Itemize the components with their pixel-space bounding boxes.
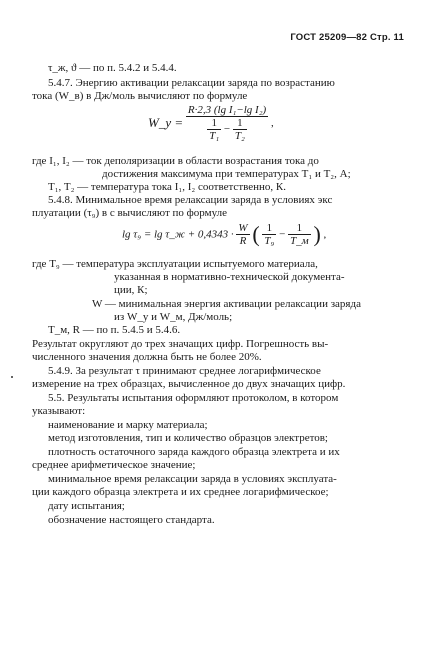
list-item: дату испытания; — [48, 500, 125, 512]
formula-relaxation-time: lg τ₉ = lg τ_ж + 0,4343 · $\frac{W}{R}$ ( $\frac{1}{\text{T₉}}$ − $\frac{1}{T\_м}$ ) , — [122, 221, 327, 247]
formula-main-fraction — [186, 104, 268, 142]
list-item: минимальное время релаксации заряда в условиях эксплуата- — [48, 473, 337, 485]
formula-activation-energy — [148, 104, 274, 142]
paragraph-5-4-9: 5.4.9. За результат τ принимают среднее логарифмическое — [48, 365, 321, 377]
formula-lhs: W_y = — [148, 115, 184, 130]
paragraph-5-4-7: 5.4.7. Энергию активации релаксации заряда по возрастанию — [48, 77, 335, 89]
text-line: T₁, T₂ — температура тока I₁, I₂ соответственно, К. — [48, 181, 286, 193]
text-line: Результат округляют до трех значащих цифр. Погрешность вы- — [32, 338, 329, 350]
fraction-denominator: T₁ — [209, 130, 220, 142]
fraction-numerator: 1 — [211, 117, 217, 129]
fraction-denominator: T₉ — [264, 235, 275, 247]
text-line: где T₉ — температура эксплуатации испытуемого материала, — [32, 258, 318, 270]
text-line: T_м, R — по п. 5.4.5 и 5.4.6. — [48, 324, 181, 336]
formula-fraction — [236, 222, 249, 247]
page-header: ГОСТ 25209—82 Стр. 11 — [290, 32, 404, 43]
formula-lhs: lg τ₉ = lg τ_ж + 0,4343 · — [122, 228, 234, 241]
text-line: указанная в нормативно-технической документа- — [114, 271, 345, 283]
text-line: измерение на трех образцах, вычисленное до двух значащих цифр. — [32, 378, 346, 390]
minus-sign: − — [279, 228, 286, 241]
formula-denominator — [186, 116, 268, 142]
fraction-denominator: R — [236, 234, 249, 247]
text-line: где I₁, I₂ — ток деполяризации в области возрастания тока до — [32, 155, 319, 167]
text-line: достижения максимума при температурах T₁ и T₂, А; — [102, 168, 351, 180]
fraction-numerator: 1 — [266, 222, 273, 234]
fraction-denominator: T₂ — [234, 130, 245, 142]
text-line: ции, К; — [114, 284, 148, 296]
text-line: указывают: — [32, 405, 86, 417]
text-line: ции каждого образца электрета и их среднее логарифмическое; — [32, 486, 329, 498]
text-line: из W_y и W_м, Дж/моль; — [114, 311, 233, 323]
formula-numerator: R·2,3 (lg I₁−lg I₂) — [187, 104, 267, 116]
scan-speck — [11, 376, 13, 378]
list-item: плотность остаточного заряда каждого образца электрета и их — [48, 446, 340, 458]
text-line: численного значения должна быть не более 20%. — [32, 351, 262, 363]
text-line: τ_ж, ϑ — по п. 5.4.2 и 5.4.4. — [48, 62, 177, 74]
list-item: наименование и марку материала; — [48, 419, 208, 431]
paragraph-5-5: 5.5. Результаты испытания оформляют протоколом, в котором — [48, 392, 339, 404]
formula-comma: , — [323, 228, 327, 241]
text-line: тока (W_в) в Дж/моль вычисляют по формуле — [32, 90, 248, 102]
fraction-numerator: W — [238, 222, 248, 234]
list-item: метод изготовления, тип и количество образцов электретов; — [48, 432, 328, 444]
text-line: W — минимальная энергия активации релаксации заряда — [92, 298, 361, 310]
fraction-numerator: 1 — [237, 117, 243, 129]
fraction-numerator: 1 — [296, 222, 303, 234]
text-line: плуатации (τ₉) в с вычисляют по формуле — [32, 207, 227, 219]
fraction-denominator: T_м — [290, 235, 309, 247]
list-item: обозначение настоящего стандарта. — [48, 514, 215, 526]
formula-comma: , — [270, 117, 274, 129]
text-line: среднее арифметическое значение; — [32, 459, 196, 471]
minus-sign: − — [223, 123, 231, 136]
paragraph-5-4-8: 5.4.8. Минимальное время релаксации заряда в условиях экс — [48, 194, 333, 206]
